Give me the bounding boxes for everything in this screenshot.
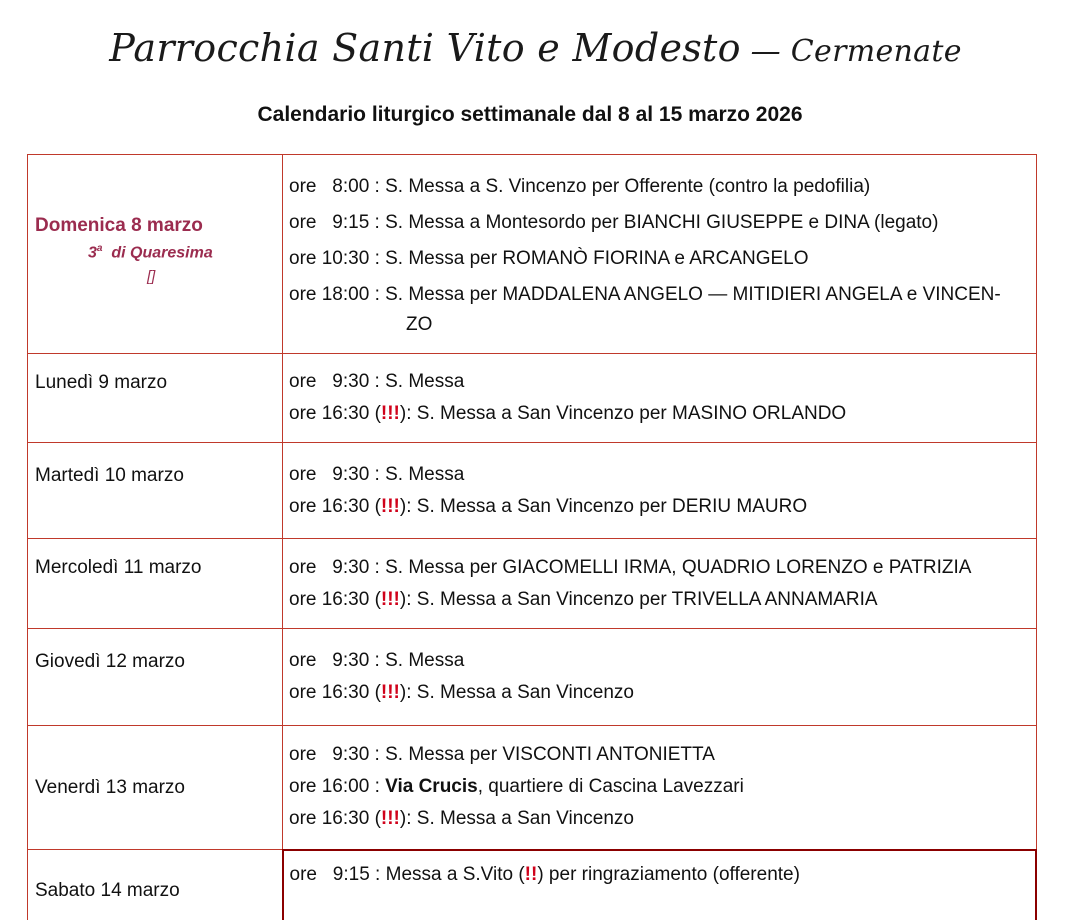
event-line: ore 9:15 : Messa a S.Vito (!!) per ringraziamento (offerente): [289, 863, 800, 885]
events-cell: [283, 354, 1037, 443]
day-row-domenica: [28, 155, 1037, 354]
day-name: Sabato 14 marzo: [35, 880, 180, 901]
liturgical-season: 3$^a$ di Quaresima: [88, 242, 213, 262]
event-line: ore 16:30 (!!!): S. Messa a San Vincenzo per DERIU MAURO: [289, 495, 808, 517]
parish-title: [0, 26, 1071, 70]
event-line: ore 18:00 : S. Messa per MADDALENA ANGELO — MITIDIERI ANGELA e VINCEN-: [289, 284, 1001, 305]
via-crucis-label: Via Crucis: [385, 776, 478, 798]
day-row-sabato: [28, 850, 1037, 920]
alert-marks: !!!: [380, 495, 400, 517]
alert-marks: !!!: [380, 682, 400, 703]
event-line: ore 16:30 (!!!): S. Messa a San Vincenzo: [289, 808, 635, 830]
day-name: Martedì 10 marzo: [35, 465, 184, 486]
event-line: ore 8:00 : S. Messa a S. Vincenzo per Offerente (contro la pedofilia): [289, 176, 871, 197]
alert-marks: !!!: [380, 403, 400, 424]
day-row-mercoledi: [28, 539, 1037, 629]
alert-marks: !!: [524, 863, 538, 885]
event-line: ore 10:30 : S. Messa per ROMANÒ FIORINA e ARCANGELO: [289, 248, 809, 269]
day-row-giovedi: [28, 629, 1037, 726]
day-cell: [28, 354, 283, 443]
events-cell: [283, 155, 1037, 354]
day-name: Giovedì 12 marzo: [35, 651, 185, 672]
event-line: ore 9:15 : S. Messa a Montesordo per BIANCHI GIUSEPPE e DINA (legato): [289, 212, 939, 233]
event-line: ore 9:30 : S. Messa per GIACOMELLI IRMA, QUADRIO LORENZO e PATRIZIA: [289, 556, 972, 578]
day-cell: [28, 155, 283, 354]
event-line: ore 16:30 (!!!): S. Messa a San Vincenzo: [289, 682, 635, 703]
calendar-subtitle: Calendario liturgico settimanale dal 8 al 15 marzo 2026: [257, 103, 803, 126]
events-cell: [283, 539, 1037, 629]
event-line: ore 9:30 : S. Messa: [289, 371, 465, 392]
events-cell: [283, 443, 1037, 539]
day-cell: [28, 726, 283, 850]
events-cell: [283, 629, 1037, 726]
day-name: Lunedì 9 marzo: [35, 372, 168, 393]
event-line: ore 16:00 : Via Crucis, quartiere di Cascina Lavezzari: [289, 776, 744, 798]
day-name: Domenica 8 marzo: [35, 214, 203, 236]
event-line: ore 9:30 : S. Messa per VISCONTI ANTONIETTA: [289, 744, 715, 766]
day-name: Venerdì 13 marzo: [35, 776, 185, 798]
note-bracket: []: [147, 268, 156, 286]
event-line: ore 9:30 : S. Messa: [289, 650, 465, 671]
day-cell: [28, 539, 283, 629]
event-line: ore 16:30 (!!!): S. Messa a San Vincenzo per TRIVELLA ANNAMARIA: [289, 588, 878, 610]
liturgical-calendar-table: [27, 154, 1037, 920]
events-cell: [283, 726, 1037, 850]
events-cell: [283, 850, 1037, 920]
title-separator: —: [740, 34, 791, 69]
town-name: Cermenate: [790, 34, 962, 69]
alert-marks: !!!: [380, 808, 400, 830]
event-line-continuation: ZO: [406, 314, 433, 335]
day-cell: [28, 850, 283, 920]
event-line: ore 16:30 (!!!): S. Messa a San Vincenzo per MASINO ORLANDO: [289, 403, 847, 424]
day-row-venerdi: [28, 726, 1037, 850]
day-cell: [28, 443, 283, 539]
parish-name: Parrocchia Santi Vito e Modesto: [109, 26, 741, 70]
day-name: Mercoledì 11 marzo: [35, 557, 202, 578]
day-cell: [28, 629, 283, 726]
event-line: ore 9:30 : S. Messa: [289, 463, 465, 485]
day-row-lunedi: [28, 354, 1037, 443]
day-row-martedi: [28, 443, 1037, 539]
alert-marks: !!!: [380, 588, 400, 610]
